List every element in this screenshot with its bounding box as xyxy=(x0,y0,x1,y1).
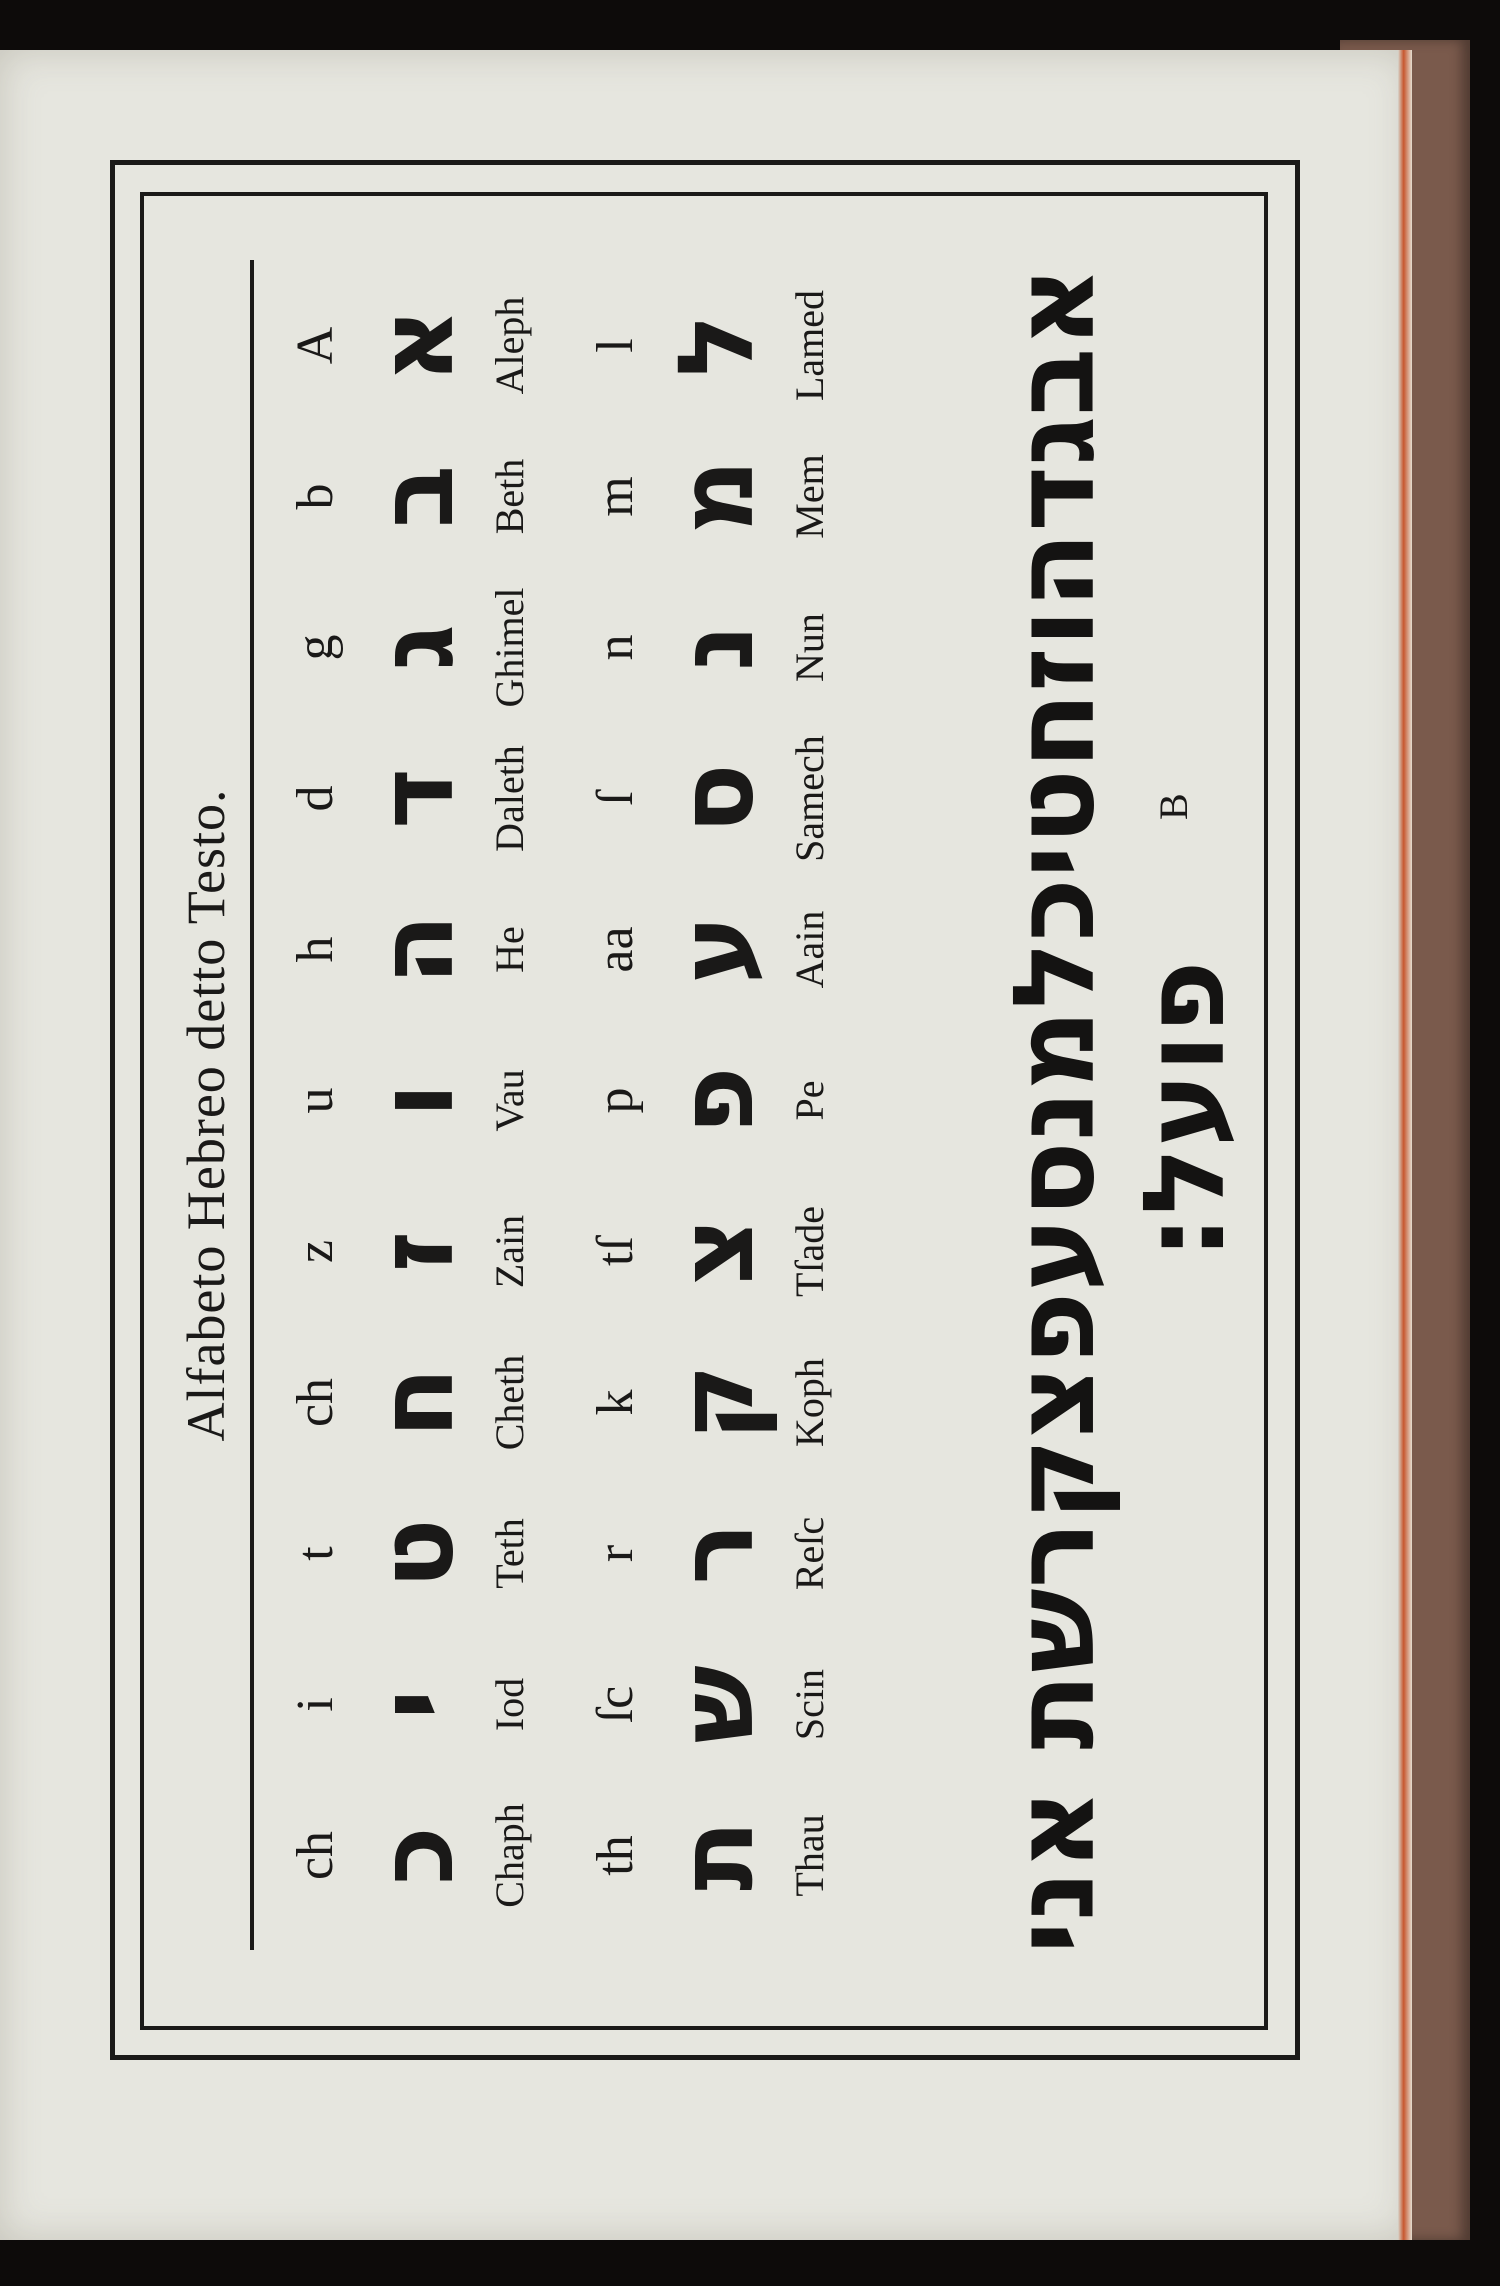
letter-name: Scin xyxy=(787,1668,832,1741)
latin-letter: i xyxy=(287,1697,344,1712)
hebrew-letter: ס xyxy=(655,763,777,834)
latin-letter: b xyxy=(287,483,344,510)
rotated-plate-content xyxy=(110,160,1310,2070)
alphabet-grid xyxy=(280,270,880,1930)
hebrew-letter: ל xyxy=(655,314,777,377)
latin-letter: ch xyxy=(287,1377,344,1428)
hebrew-letter: ה xyxy=(355,913,477,986)
hebrew-letter: ק xyxy=(655,1364,777,1441)
latin-letter: u xyxy=(287,1087,344,1114)
letter-name: Daleth xyxy=(487,745,532,852)
latin-letter: p xyxy=(587,1087,644,1114)
latin-letter: k xyxy=(587,1389,644,1416)
letter-name: Reſc xyxy=(787,1516,832,1591)
letter-name: Chaph xyxy=(487,1803,532,1908)
latin-letter: h xyxy=(287,936,344,963)
hebrew-letter: ח xyxy=(355,1366,477,1439)
letter-name: Zain xyxy=(487,1214,532,1289)
latin-letter: ſ xyxy=(587,791,644,806)
hebrew-letter: ג xyxy=(355,624,477,671)
letter-name: Nun xyxy=(787,613,832,682)
letter-name: Cheth xyxy=(487,1354,532,1451)
hebrew-row-2 xyxy=(652,270,780,1930)
latin-letter: l xyxy=(587,338,644,353)
latin-letter: ch xyxy=(287,1830,344,1881)
latin-letter: A xyxy=(287,326,344,365)
hebrew-letter: י xyxy=(355,1689,477,1720)
alphabet-plate xyxy=(110,160,1420,2070)
letter-name: Pe xyxy=(787,1080,832,1121)
latin-letter: n xyxy=(587,634,644,661)
latin-letter: m xyxy=(587,476,644,517)
hebrew-letter: ב xyxy=(355,464,477,529)
latin-letter: t xyxy=(287,1546,344,1561)
hebrew-letter: ת xyxy=(655,1819,777,1892)
hebrew-letter: ר xyxy=(655,1522,777,1585)
letter-name: Ghimel xyxy=(487,587,532,708)
letter-name: Aain xyxy=(787,910,832,989)
latin-letter: th xyxy=(587,1835,644,1876)
letter-name: Vau xyxy=(487,1069,532,1132)
alphabet-band-2 xyxy=(580,270,850,1930)
hebrew-row-1 xyxy=(352,270,480,1930)
hebrew-letter: א xyxy=(355,307,477,384)
letter-name: Samech xyxy=(787,735,832,862)
hebrew-letter: כ xyxy=(355,1826,477,1885)
name-row-2 xyxy=(780,270,850,1930)
hebrew-letter: ט xyxy=(355,1518,477,1589)
letter-name: Mem xyxy=(787,454,832,539)
letter-name: Tſade xyxy=(787,1205,832,1298)
latin-letter: z xyxy=(287,1239,344,1264)
letter-name: Koph xyxy=(787,1358,832,1447)
title-rule xyxy=(250,260,254,1950)
letter-name: Lamed xyxy=(787,289,832,402)
letter-name: Teth xyxy=(487,1518,532,1589)
latin-letter: ſc xyxy=(587,1685,644,1724)
hebrew-letter: מ xyxy=(655,458,777,535)
hebrew-letter: פ xyxy=(655,1066,777,1135)
latin-letter: d xyxy=(287,785,344,812)
hebrew-letter: צ xyxy=(655,1217,777,1286)
latin-letter: tſ xyxy=(587,1237,644,1266)
name-row-1 xyxy=(480,270,550,1930)
hebrew-letter: ז xyxy=(355,1230,477,1273)
hebrew-letter: ד xyxy=(355,767,477,830)
hebrew-letter: ו xyxy=(355,1082,477,1119)
hebrew-letter: ש xyxy=(655,1665,777,1744)
hebrew-sentence: אבגדהוזחטיכלמנסעפצקרשת אני פועל: xyxy=(990,265,1250,1955)
letter-name: Beth xyxy=(487,458,532,535)
letter-name: Aleph xyxy=(487,296,532,395)
latin-letter: g xyxy=(287,634,344,661)
hebrew-letter: נ xyxy=(655,623,777,672)
latin-row-1 xyxy=(280,270,352,1930)
latin-letter: aa xyxy=(587,926,644,973)
hebrew-letter: ע xyxy=(655,914,777,985)
signature-mark: B xyxy=(1151,793,1196,820)
letter-name: He xyxy=(487,926,532,973)
latin-letter: r xyxy=(587,1544,644,1563)
alphabet-band-1 xyxy=(280,270,550,1930)
letter-name: Thau xyxy=(787,1814,832,1897)
latin-row-2 xyxy=(580,270,652,1930)
letter-name: Iod xyxy=(487,1677,532,1732)
plate-title: Alfabeto Hebreo detto Testo. xyxy=(176,788,236,1442)
